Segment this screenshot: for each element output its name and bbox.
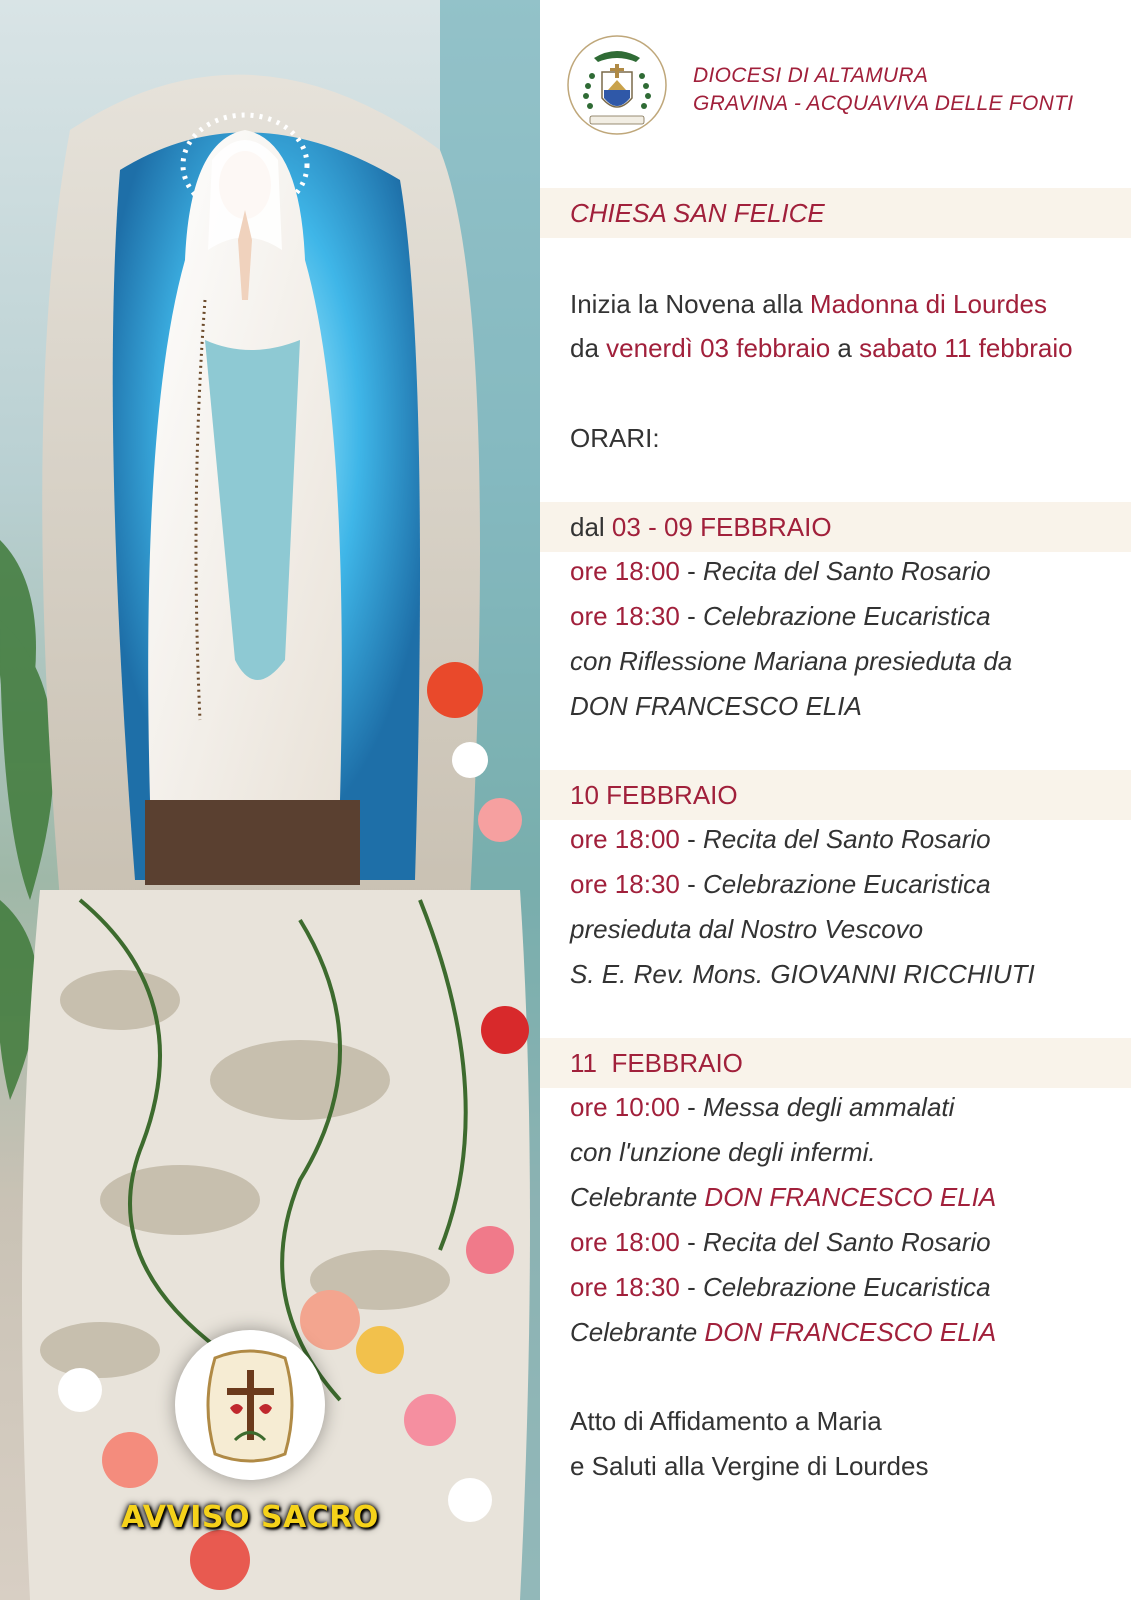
schedule-line: ore 18:00 - Recita del Santo Rosario [570,556,991,586]
schedule-text: Celebrazione Eucaristica [702,1272,991,1302]
schedule-line: Celebrante DON FRANCESCO ELIA [570,1317,997,1347]
celebrant-name: S. E. Rev. Mons. GIOVANNI RICCHIUTI [570,959,1035,989]
celebrant-name: DON FRANCESCO ELIA [570,691,862,721]
orari-label: ORARI: [570,423,660,453]
intro-text: a [830,333,860,363]
section-heading: 10 FEBBRAIO [570,780,738,810]
celebrant-name: DON FRANCESCO ELIA [704,1317,997,1347]
avviso-sacro-label: AVVISO SACRO [121,1500,379,1535]
section-heading: 11 FEBBRAIO [570,1048,743,1078]
end-date: sabato 11 febbraio [859,333,1073,363]
schedule-text: Celebrazione Eucaristica [702,869,991,899]
diocese-name [693,62,1073,118]
schedule-text: Recita del Santo Rosario [702,824,991,854]
schedule-line: Celebrante DON FRANCESCO ELIA [570,1182,997,1212]
church-title: CHIESA SAN FELICE [570,198,825,228]
schedule-time: ore 18:30 [570,1272,680,1302]
schedule-line: presieduta dal Nostro Vescovo [570,914,924,944]
intro-line-1 [570,286,1047,322]
schedule-line: ore 18:00 - Recita del Santo Rosario [570,1227,991,1257]
schedule-line: ore 18:30 - Celebrazione Eucaristica [570,1272,991,1302]
schedule-time: ore 18:30 [570,869,680,899]
schedule-time: ore 18:30 [570,601,680,631]
schedule-time: ore 18:00 [570,824,680,854]
schedule-line: ore 18:30 - Celebrazione Eucaristica [570,869,991,899]
intro-text: da [570,333,607,363]
schedule-line: ore 10:00 - Messa degli ammalati [570,1092,955,1122]
schedule-text: Celebrazione Eucaristica [702,601,991,631]
start-date: venerdì 03 febbraio [606,333,831,363]
diocese-line-1: DIOCESI DI ALTAMURA [693,64,929,87]
diocese-line-2: GRAVINA - ACQUAVIVA DELLE FONTI [693,92,1074,115]
schedule-line: con Riflessione Mariana presieduta da [570,646,1013,676]
schedule-time: ore 18:00 [570,556,680,586]
schedule-text: Recita del Santo Rosario [702,556,991,586]
celebrant-name: DON FRANCESCO ELIA [704,1182,997,1212]
intro-text: Inizia la Novena alla [570,289,810,319]
schedule-line: con l'unzione degli infermi. [570,1137,876,1167]
schedule-line: ore 18:30 - Celebrazione Eucaristica [570,601,991,631]
intro-highlight: Madonna di Lourdes [809,289,1047,319]
schedule-line: ore 18:00 - Recita del Santo Rosario [570,824,991,854]
closing-line-1: Atto di Affidamento a Maria [570,1406,882,1436]
holy-cross-seal-icon [175,1330,325,1480]
intro-line-2 [570,330,1073,366]
schedule-time: ore 10:00 [570,1092,680,1122]
closing-line-2: e Saluti alla Vergine di Lourdes [570,1451,929,1481]
schedule-text: Messa degli ammalati [702,1092,955,1122]
bishop-coat-of-arms-icon [566,34,668,136]
schedule-time: ore 18:00 [570,1227,680,1257]
madonna-grotto-photo [0,0,540,1600]
notice-content [540,0,1131,1600]
section-heading: dal 03 - 09 FEBBRAIO [570,512,832,542]
schedule-text: Recita del Santo Rosario [702,1227,991,1257]
